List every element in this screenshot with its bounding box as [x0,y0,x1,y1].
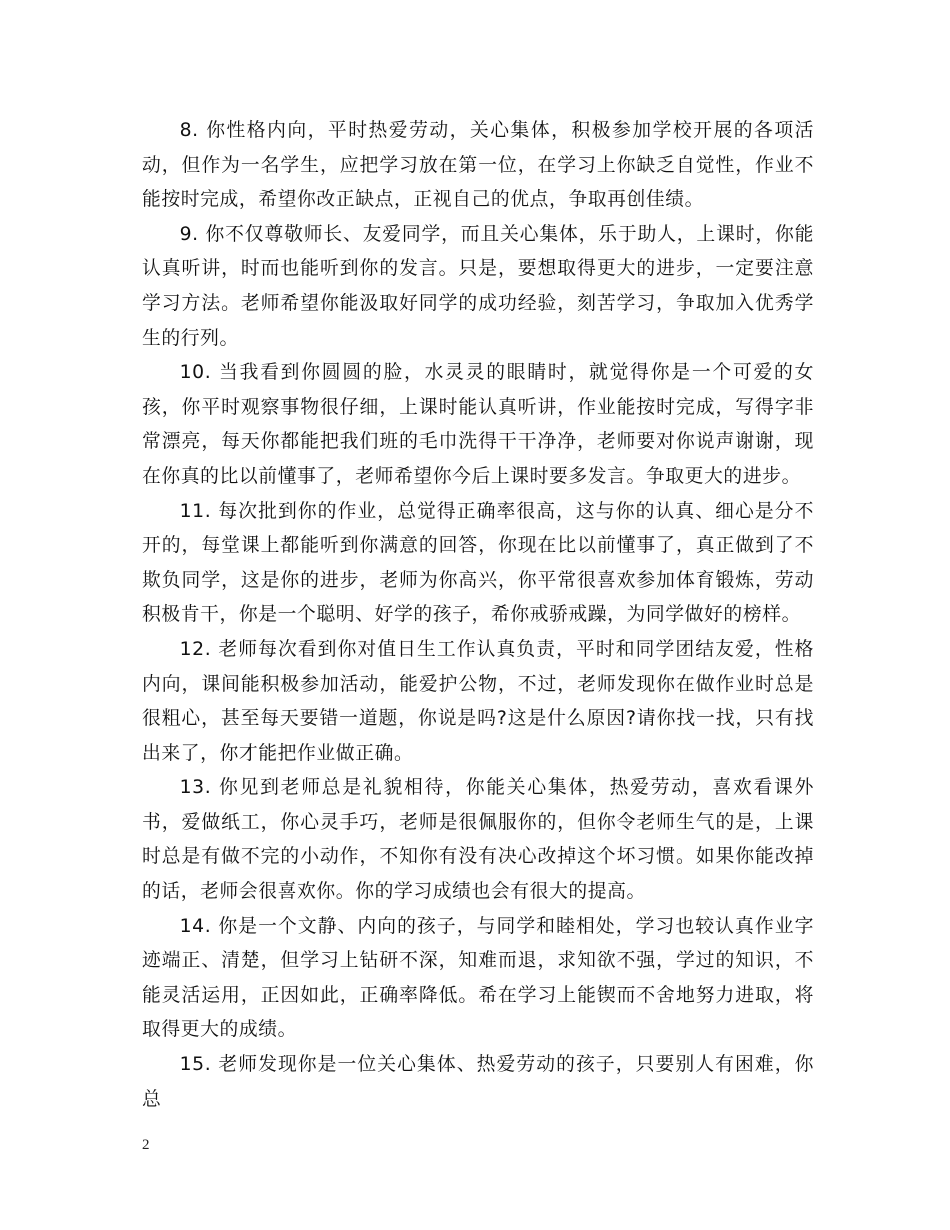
paragraph-14: 14. 你是一个文静、内向的孩子，与同学和睦相处，学习也较认真作业字迹端正、清楚，但学习上钻研不深，知难而退，求知欲不强，学过的知识，不能灵活运用，正因如此，正确率降低。希在学习上能锲而不舍地努力进取，将取得更大的成绩。 [142,915,814,1041]
paragraph-15: 15. 老师发现你是一位关心集体、热爱劳动的孩子，只要别人有困难，你总 [142,1054,814,1110]
paragraph-10: 10. 当我看到你圆圆的脸，水灵灵的眼睛时，就觉得你是一个可爱的女孩，你平时观察事物很仔细，上课时能认真听讲，作业能按时完成，写得字非常漂亮，每天你都能把我们班的毛巾洗得干干净净，老师要对你说声谢谢，现在你真的比以前懂事了，老师希望你今后上课时要多发言。争取更大的进步。 [142,362,814,487]
paragraph-12: 12. 老师每次看到你对值日生工作认真负责，平时和同学团结友爱，性格内向，课间能积极参加活动，能爱护公物，不过，老师发现你在做作业时总是很粗心，甚至每天要错一道题，你说是吗?这是什么原因?请你找一找，只有找出来了，你才能把作业做正确。 [142,638,814,764]
page-number: 2 [142,1137,150,1153]
paragraph-13: 13. 你见到老师总是礼貌相待，你能关心集体，热爱劳动，喜欢看课外书，爱做纸工，你心灵手巧，老师是很佩服你的，但你令老师生气的是，上课时总是有做不完的小动作，不知你有没有决心改掉这个坏习惯。如果你能改掉的话，老师会很喜欢你。你的学习成绩也会有很大的提高。 [142,777,814,903]
paragraph-11: 11. 每次批到你的作业，总觉得正确率很高，这与你的认真、细心是分不开的，每堂课上都能听到你满意的回答，你现在比以前懂事了，真正做到了不欺负同学，这是你的进步，老师为你高兴，你平常很喜欢参加体育锻炼，劳动积极肯干，你是一个聪明、好学的孩子，希你戒骄戒躁，为同学做好的榜样。 [142,500,814,626]
paragraph-8: 8. 你性格内向，平时热爱劳动，关心集体，积极参加学校开展的各项活动，但作为一名学生，应把学习放在第一位，在学习上你缺乏自觉性，作业不能按时完成，希望你改正缺点，正视自己的优点，争取再创佳绩。 [142,120,814,211]
paragraph-9: 9. 你不仅尊敬师长、友爱同学，而且关心集体，乐于助人，上课时，你能认真听讲，时而也能听到你的发言。只是，要想取得更大的进步，一定要注意学习方法。老师希望你能汲取好同学的成功经验，刻苦学习，争取加入优秀学生的行列。 [142,223,814,349]
body-text [142,114,814,1117]
